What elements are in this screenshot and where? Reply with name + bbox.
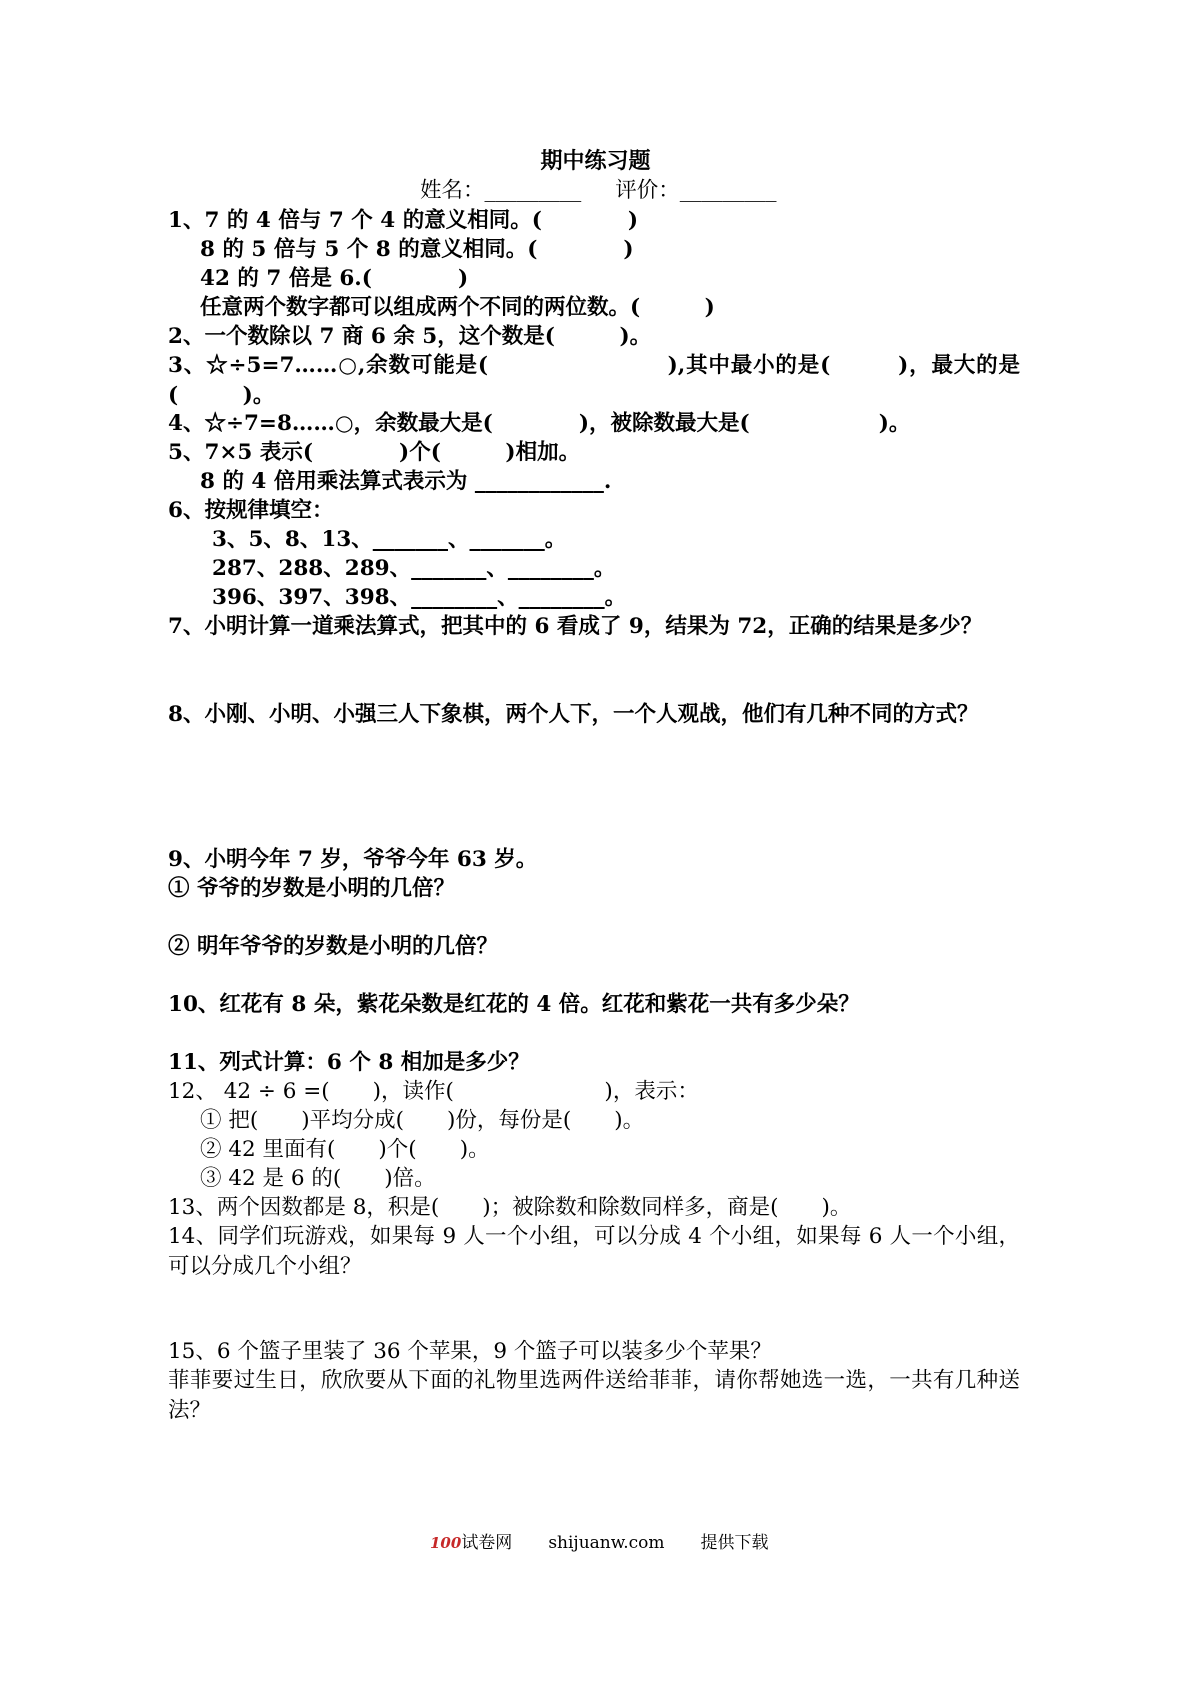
site-logo: 100 — [430, 1534, 462, 1552]
q15: 15、6 个篮子里装了 36 个苹果，9 个篮子可以装多少个苹果？ — [168, 1339, 772, 1364]
q6-title: 6、按规律填空： — [168, 498, 334, 523]
q5-line1: 5、7×5 表示( )个( )相加。 — [168, 440, 581, 465]
q1-line4: 任意两个数字都可以组成两个不同的两位数。( ) — [200, 295, 715, 320]
q8: 8、小刚、小明、小强三人下象棋，两个人下，一个人观战，他们有几种不同的方式？ — [168, 702, 979, 727]
q12-sub1: ① 把( )平均分成( )份，每份是( )。 — [200, 1108, 645, 1133]
q4: 4、☆÷7=8……○，余数最大是( )，被除数最大是( )。 — [168, 411, 911, 436]
header-row — [420, 176, 777, 206]
q11: 11、列式计算：6 个 8 相加是多少？ — [168, 1050, 530, 1075]
q10: 10、红花有 8 朵，紫花朵数是红花的 4 倍。红花和紫花一共有多少朵？ — [168, 992, 860, 1017]
footer — [430, 1531, 805, 1555]
gift-question: 菲菲要过生日，欣欣要从下面的礼物里选两件送给菲菲，请你帮她选一选，一共有几种送法？ — [168, 1368, 1020, 1423]
q3: 3、☆÷5=7……○,余数可能是( ),其中最小的是( )，最大的是( )。 — [168, 353, 1020, 408]
download-note: 提供下载 — [700, 1533, 769, 1553]
q12-sub2: ② 42 里面有( )个( )。 — [200, 1137, 490, 1162]
q13: 13、两个因数都是 8，积是( )；被除数和除数同样多，商是( )。 — [168, 1195, 852, 1220]
q1-line1: 1、7 的 4 倍与 7 个 4 的意义相同。( ) — [168, 208, 639, 233]
q6-seq1: 3、5、8、13、_______、_______。 — [212, 527, 567, 552]
q9-sub1: ① 爷爷的岁数是小明的几倍？ — [168, 876, 455, 901]
name-label: 姓名： — [420, 178, 485, 203]
page-title: 期中练习题 — [540, 148, 651, 174]
q6-seq3: 396、397、398、________、________。 — [212, 585, 627, 610]
q6-seq2: 287、288、289、_______、________。 — [212, 556, 616, 581]
site-domain: shijuanw.com — [548, 1533, 665, 1553]
q1-line2: 8 的 5 倍与 5 个 8 的意义相同。( ) — [200, 237, 634, 262]
site-name: 试卷网 — [461, 1533, 513, 1553]
q9-sub2: ② 明年爷爷的岁数是小明的几倍？ — [168, 934, 498, 959]
q5-line2: 8 的 4 倍用乘法算式表示为 ____________. — [200, 469, 612, 494]
score-blank: _________ — [679, 178, 777, 203]
q12: 12、 42 ÷ 6 =( )，读作( )，表示： — [168, 1079, 699, 1104]
q14: 14、同学们玩游戏，如果每 9 人一个小组，可以分成 4 个小组，如果每 6 人一个小组，可以分成几个小组？ — [168, 1224, 1020, 1279]
q2: 2、一个数除以 7 商 6 余 5，这个数是( )。 — [168, 324, 652, 349]
q9: 9、小明今年 7 岁，爷爷今年 63 岁。 — [168, 847, 538, 872]
score-label: 评价： — [615, 178, 680, 203]
q1-line3: 42 的 7 倍是 6.( ) — [200, 266, 469, 291]
name-blank: _________ — [484, 178, 582, 203]
q12-sub3: ③ 42 是 6 的( )倍。 — [200, 1166, 436, 1191]
q7: 7、小明计算一道乘法算式，把其中的 6 看成了 9，结果为 72，正确的结果是多少？ — [168, 614, 983, 639]
